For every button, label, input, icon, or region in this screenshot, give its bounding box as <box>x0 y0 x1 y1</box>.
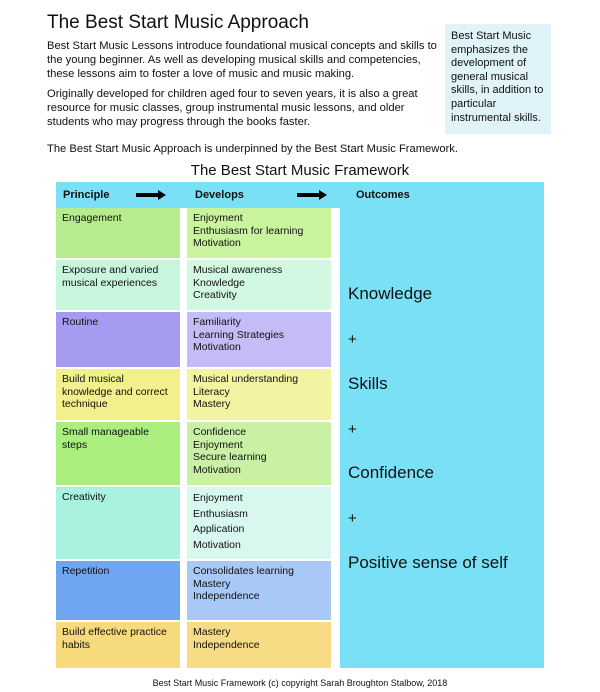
develops-item: Familiarity <box>193 316 241 328</box>
develops-item: Enthusiasm for learning <box>193 224 304 237</box>
plus-sign: + <box>348 510 357 527</box>
outcome-confidence: Confidence <box>348 463 435 482</box>
develops-item: Musical awareness <box>193 264 283 276</box>
principle-label: Engagement <box>62 212 122 224</box>
develops-item: Secure learning <box>193 451 267 464</box>
develops-item: Motivation <box>193 463 241 476</box>
principle-label: Exposure and varied musical experiences <box>62 264 159 289</box>
develops-item: Motivation <box>193 237 241 250</box>
header-principle: Principle <box>63 189 110 201</box>
principle-label: Repetition <box>62 565 110 577</box>
develops-item: Creativity <box>193 289 237 302</box>
principle-cell <box>56 561 180 620</box>
develops-item: Motivation <box>193 341 241 354</box>
outcome-skills: Skills <box>348 374 388 393</box>
develops-item: Mastery <box>193 626 231 638</box>
principle-label: Small manageable steps <box>62 426 149 451</box>
principle-cell <box>56 422 180 485</box>
principle-cell <box>56 369 180 420</box>
develops-cell <box>187 369 331 420</box>
principle-cell <box>56 208 180 258</box>
outcome-knowledge: Knowledge <box>348 284 433 303</box>
principle-cell <box>56 312 180 367</box>
develops-item: Application <box>193 523 245 535</box>
copyright-footer: Best Start Music Framework (c) copyright Sarah Broughton Stalbow, 2018 <box>152 678 448 688</box>
right-arrow-icon <box>297 190 327 200</box>
develops-item: Motivation <box>193 538 241 551</box>
develops-cell <box>187 422 331 485</box>
develops-item: Enjoyment <box>193 492 243 504</box>
principle-cell <box>56 487 180 559</box>
principle-cell <box>56 622 180 668</box>
develops-item: Enjoyment <box>193 212 243 224</box>
principle-label: Creativity <box>62 491 106 503</box>
develops-item: Literacy <box>193 385 230 398</box>
develops-item: Knowledge <box>193 276 245 289</box>
develops-item: Confidence <box>193 426 247 438</box>
plus-sign: + <box>348 331 357 348</box>
intro-paragraph-2: Originally developed for children aged four to seven years, it is also a great resource for music classes, group instrumental music lessons, and older students who may progress through the books faster. <box>47 88 418 128</box>
develops-item: Learning Strategies <box>193 328 285 341</box>
develops-item: Musical understanding <box>193 373 299 385</box>
page-title: The Best Start Music Approach <box>47 12 309 33</box>
plus-sign: + <box>348 421 357 438</box>
develops-cell <box>187 208 331 258</box>
header-outcomes: Outcomes <box>356 189 410 201</box>
intro-paragraph-3: The Best Start Music Approach is underpinned by the Best Start Music Framework. <box>47 143 459 155</box>
framework-title: The Best Start Music Framework <box>190 162 410 179</box>
principle-label: Routine <box>62 316 99 328</box>
develops-item: Mastery <box>193 398 231 411</box>
develops-item: Consolidates learning <box>193 565 294 577</box>
develops-cell <box>187 312 331 367</box>
develops-item: Independence <box>193 638 260 651</box>
right-arrow-icon <box>136 190 166 200</box>
develops-cell <box>187 260 331 310</box>
principle-label: Build musical knowledge and correct technique <box>62 373 168 411</box>
summary-callout: Best Start Music emphasizes the development of general musical skills, in addition to particular instrumental skills. <box>445 24 551 134</box>
principle-label: Build effective practice habits <box>62 626 167 651</box>
develops-item: Enthusiasm <box>193 507 248 520</box>
header-develops: Develops <box>195 189 244 201</box>
outcome-positive-sense-of-self: Positive sense of self <box>348 553 508 572</box>
principle-cell <box>56 260 180 310</box>
develops-cell <box>187 622 331 668</box>
develops-cell <box>187 561 331 620</box>
develops-item: Enjoyment <box>193 438 243 451</box>
intro-paragraph-1: Best Start Music Lessons introduce foundational musical concepts and skills to the young beginner. As well as developing musical skills and competencies, these lessons aim to foster a love of music and music making. <box>47 40 437 80</box>
outcomes-panel <box>340 182 544 668</box>
develops-item: Independence <box>193 590 260 603</box>
develops-item: Mastery <box>193 577 231 590</box>
develops-cell <box>187 487 331 559</box>
